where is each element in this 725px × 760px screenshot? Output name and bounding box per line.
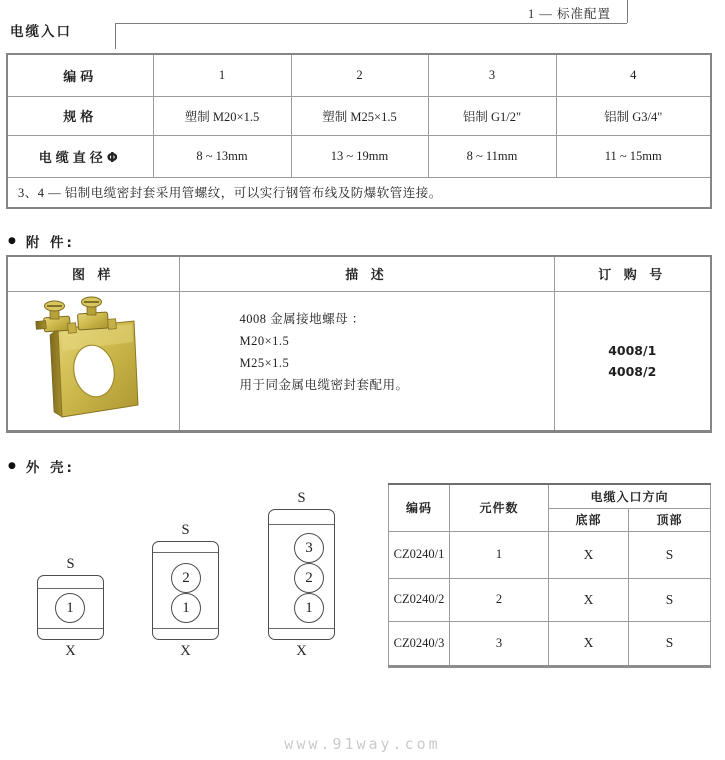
grounding-nut-image-cell: [7, 291, 179, 431]
element-circle: 1: [294, 593, 324, 623]
table-row: [389, 578, 711, 621]
top-band-line: [269, 524, 334, 525]
enclosure-codes-table: [388, 483, 711, 668]
bottom-direction-cell: X: [549, 531, 629, 578]
table-row: [7, 135, 711, 177]
enclosure3-bottom-label: X: [296, 643, 307, 659]
column-header-description: 描 述: [179, 256, 554, 291]
element-circle: 3: [294, 533, 324, 563]
bottom-direction-cell: X: [549, 621, 629, 666]
column-header-order-no: 订 购 号: [554, 256, 711, 291]
enclosure2-bottom-label: X: [180, 643, 191, 659]
table-row: [7, 291, 711, 431]
count-cell: 1: [450, 531, 549, 578]
accessory-description-cell: [179, 291, 554, 431]
diameter-cell: 11 ~ 15mm: [556, 135, 711, 177]
accessories-table: [6, 255, 712, 433]
element-circle: 2: [294, 563, 324, 593]
element-circle: 2: [171, 563, 201, 593]
code-cell: 1: [153, 54, 291, 96]
row-header-diameter: 电缆直径Φ: [7, 135, 153, 177]
bottom-direction-cell: X: [549, 578, 629, 621]
column-header-top: 顶部: [629, 508, 711, 531]
table-row: [7, 96, 711, 135]
page-title: 电缆入口: [10, 24, 72, 40]
count-cell: 3: [450, 621, 549, 666]
bottom-band-line: [38, 628, 103, 629]
spec-cell: 塑制 M25×1.5: [291, 96, 428, 135]
count-cell: 2: [450, 578, 549, 621]
column-header-drawing: 图 样: [7, 256, 179, 291]
description-line: 用于同金属电缆密封套配用。: [239, 377, 409, 392]
spec-cell: 铝制 G3/4": [556, 96, 711, 135]
table-header-row: [7, 256, 711, 291]
accessories-section-label: 附 件:: [25, 235, 75, 251]
enclosures-section-header: [8, 456, 75, 476]
diameter-cell: 8 ~ 11mm: [428, 135, 556, 177]
column-header-direction: 电缆入口方向: [549, 484, 711, 508]
description-line: 4008 金属接地螺母 ：: [239, 311, 365, 326]
spec-cell: 塑制 M20×1.5: [153, 96, 291, 135]
bottom-band-line: [153, 628, 218, 629]
top-direction-cell: S: [629, 578, 711, 621]
table-row: [389, 621, 711, 666]
bracket-line-left: [115, 23, 116, 49]
description-line: M25×1.5: [239, 355, 290, 370]
bracket-line-right: [627, 0, 628, 23]
order-number: 4008/2: [608, 363, 657, 379]
description-line: M20×1.5: [239, 333, 290, 348]
enclosure1-bottom-label: X: [65, 643, 76, 659]
grounding-nut-image: [34, 295, 152, 425]
table-header-row: [389, 484, 711, 508]
watermark: www.91way.com: [284, 735, 441, 753]
code-cell: CZ0240/2: [389, 578, 450, 621]
enclosure2-top-label: S: [181, 522, 190, 538]
enclosure-diagram-1: [37, 575, 104, 640]
standard-config-label: 1 — 标准配置: [528, 7, 612, 21]
row-header-code: 编码: [7, 54, 153, 96]
code-cell: 3: [428, 54, 556, 96]
enclosure-diagram-2: [152, 541, 219, 640]
diameter-cell: 8 ~ 13mm: [153, 135, 291, 177]
order-number-cell: [554, 291, 711, 431]
row-header-spec: 规格: [7, 96, 153, 135]
top-direction-cell: S: [629, 531, 711, 578]
bottom-band-line: [269, 628, 334, 629]
bullet-icon: ●: [8, 461, 19, 471]
table-row: [389, 531, 711, 578]
enclosure3-top-label: S: [297, 490, 306, 506]
top-band-line: [38, 588, 103, 589]
column-header-bottom: 底部: [549, 508, 629, 531]
code-cell: 2: [291, 54, 428, 96]
element-circle: 1: [171, 593, 201, 623]
spec-cell: 铝制 G1/2": [428, 96, 556, 135]
order-number: 4008/1: [608, 342, 657, 358]
table-row: [7, 177, 711, 208]
diameter-cell: 13 ~ 19mm: [291, 135, 428, 177]
bullet-icon: ●: [8, 236, 19, 246]
enclosures-section-label: 外 壳:: [25, 460, 75, 476]
column-header-code: 编码: [389, 484, 450, 531]
enclosure-diagram-3: [268, 509, 335, 640]
enclosure1-top-label: S: [66, 556, 75, 572]
column-header-count: 元件数: [450, 484, 549, 531]
accessories-section-header: [8, 231, 75, 251]
cable-entry-table: [6, 53, 712, 209]
top-band-line: [153, 552, 218, 553]
table-row: [7, 54, 711, 96]
element-circle: 1: [55, 593, 85, 623]
code-cell: CZ0240/1: [389, 531, 450, 578]
table-note: 3、4 — 铝制电缆密封套采用管螺纹，可以实行钢管布线及防爆软管连接。: [7, 177, 711, 208]
code-cell: CZ0240/3: [389, 621, 450, 666]
top-direction-cell: S: [629, 621, 711, 666]
code-cell: 4: [556, 54, 711, 96]
bracket-line-horizontal: [115, 23, 627, 24]
